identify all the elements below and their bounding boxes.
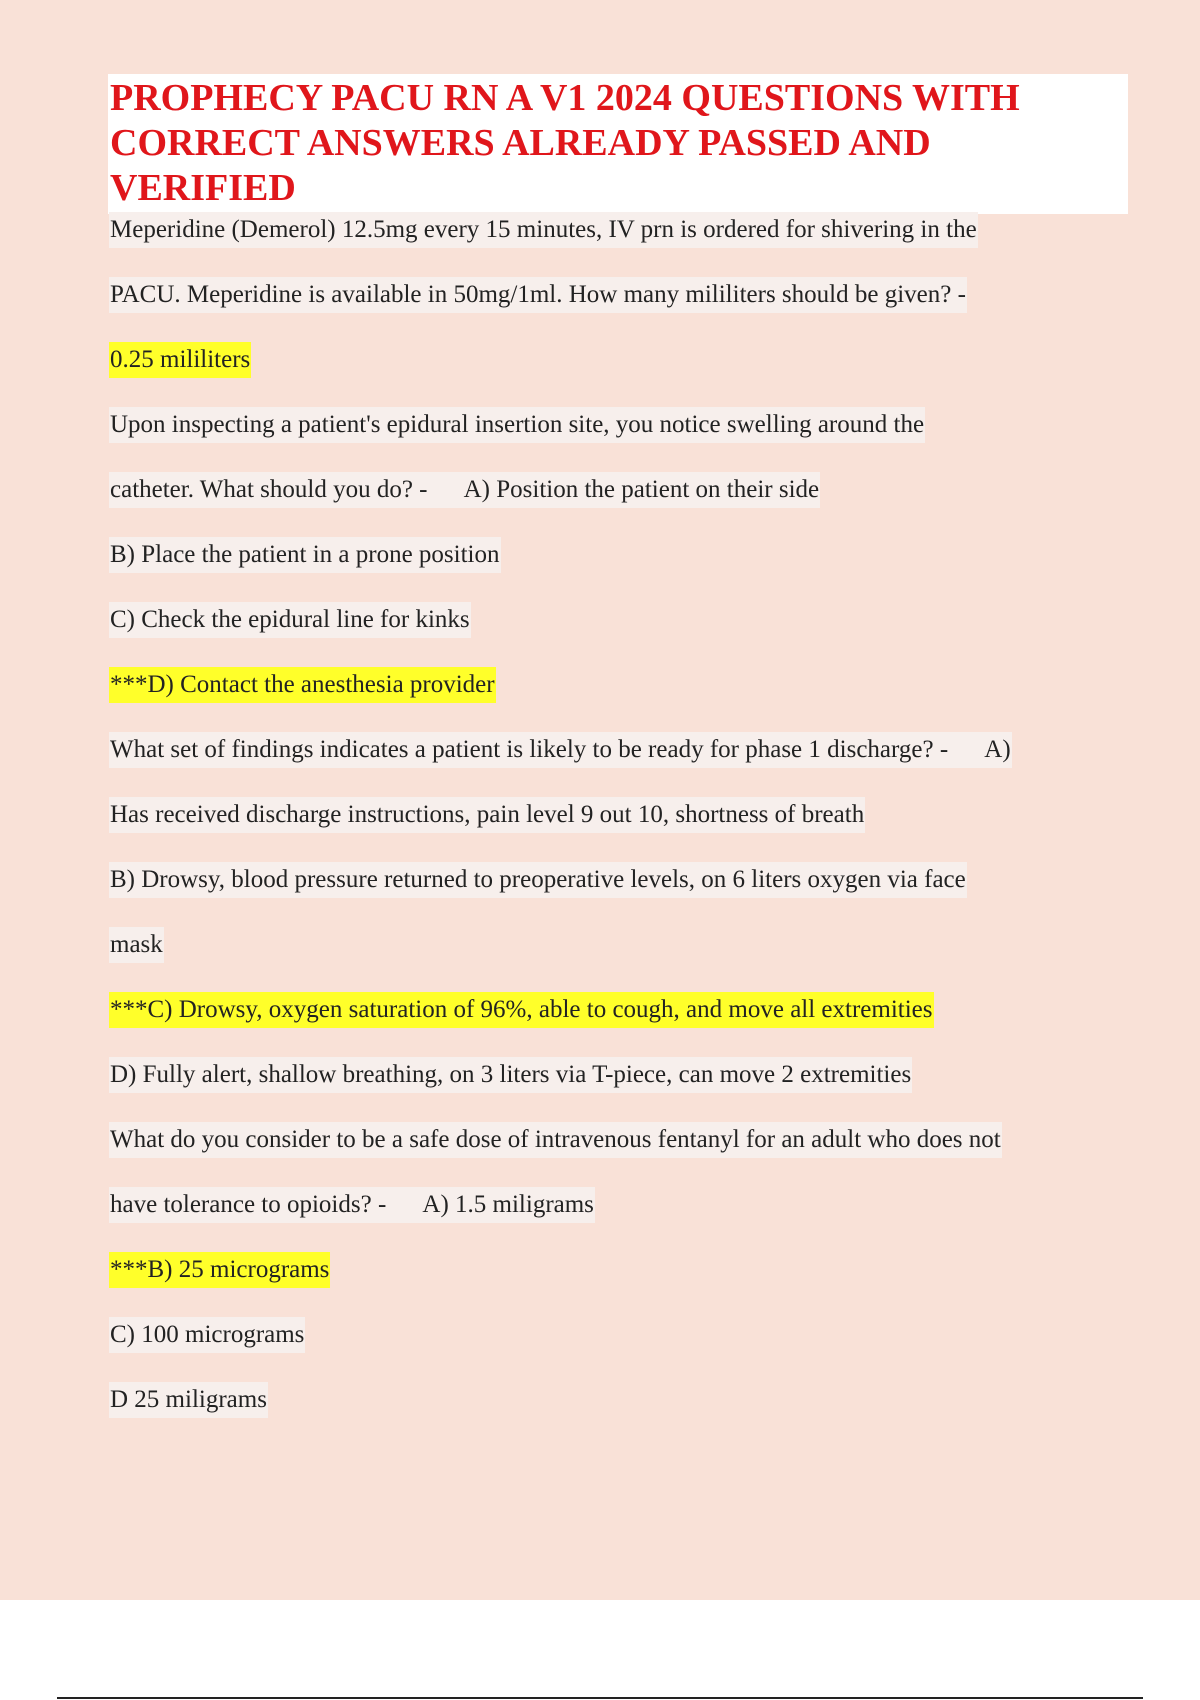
line-text: PACU. Meperidine is available in 50mg/1ml. How many mililiters should be given? - [109, 277, 967, 313]
text-line [109, 1055, 1129, 1120]
text-line [109, 925, 1129, 990]
highlighted-answer-text: 0.25 mililiters [109, 342, 251, 378]
line-text: C) 100 micrograms [109, 1317, 305, 1353]
line-text: What do you consider to be a safe dose of intravenous fentanyl for an adult who does not [109, 1122, 1002, 1158]
text-line [109, 405, 1129, 470]
highlighted-answer-text: ***D) Contact the anesthesia provider [109, 667, 496, 703]
text-line [109, 1185, 1129, 1250]
line-text: D) Fully alert, shallow breathing, on 3 liters via T-piece, can move 2 extremities [109, 1057, 912, 1093]
text-line [109, 210, 1129, 275]
line-text: D 25 miligrams [109, 1382, 268, 1418]
line-text: B) Place the patient in a prone position [109, 537, 501, 573]
footer-divider [57, 1697, 1143, 1699]
text-line [109, 535, 1129, 600]
line-text: C) Check the epidural line for kinks [109, 602, 471, 638]
line-text: What set of findings indicates a patient is likely to be ready for phase 1 discharge? - A) [109, 732, 1012, 768]
answer-line [109, 1250, 1129, 1315]
document-title: PROPHECY PACU RN A V1 2024 QUESTIONS WITH CORRECT ANSWERS ALREADY PASSED AND VERIFIED [110, 77, 1020, 209]
line-text: catheter. What should you do? - A) Position the patient on their side [109, 472, 820, 508]
answer-line [109, 340, 1129, 405]
text-line [109, 1120, 1129, 1185]
text-line [109, 1380, 1129, 1445]
text-line [109, 860, 1129, 925]
text-line [109, 795, 1129, 860]
line-text: Meperidine (Demerol) 12.5mg every 15 minutes, IV prn is ordered for shivering in the [109, 212, 978, 248]
highlighted-answer-text: ***B) 25 micrograms [109, 1252, 330, 1288]
document-body [109, 210, 1129, 1445]
highlighted-answer-text: ***C) Drowsy, oxygen saturation of 96%, able to cough, and move all extremities [109, 992, 934, 1028]
text-line [109, 275, 1129, 340]
answer-line [109, 990, 1129, 1055]
line-text: mask [109, 927, 164, 963]
text-line [109, 600, 1129, 665]
text-line [109, 1315, 1129, 1380]
line-text: have tolerance to opioids? - A) 1.5 miligrams [109, 1187, 595, 1223]
line-text: Upon inspecting a patient's epidural insertion site, you notice swelling around the [109, 407, 925, 443]
text-line [109, 730, 1129, 795]
line-text: Has received discharge instructions, pain level 9 out 10, shortness of breath [109, 797, 865, 833]
answer-line [109, 665, 1129, 730]
line-text: B) Drowsy, blood pressure returned to preoperative levels, on 6 liters oxygen via face [109, 862, 967, 898]
text-line [109, 470, 1129, 535]
